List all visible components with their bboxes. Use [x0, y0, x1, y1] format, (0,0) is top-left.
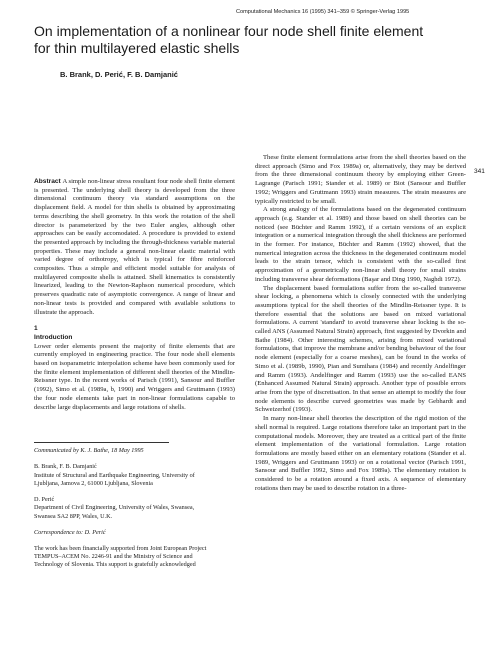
affiliation-1-names: B. Brank, F. B. Damjanić	[34, 463, 97, 471]
paragraph: A strong analogy of the formulations based on the degenerated continuum approach (e.g. Stander et al. 1989) and those based on shell theories can be noticed (see Büchter and Ramm 1992), if a certain versions of an explicit integration or a numerical integration through the shell thickness are performed in the former. For instance, Büchter and Ramm (1992) showed, that the numerical integration across the thickness in the degenerated continuum model leads to the strain tensor, which is consistent with the so-called first approximation of a geometrically non-linear shell theory for small strains including transverse shear deformations (Başar and Ding 1990, Naghdi 1972).	[255, 206, 466, 283]
intro-paragraph: Lower order elements present the majority of finite elements that are currently employed in engineering practice. The four node shell elements based on isoparametric interpolation scheme have been commonly used for the finite element implementation of different shell theories of the Mindlin-Reissner type. In the recent works of Parisch (1991), Sansour and Buffler (1992), Simo et al. (1989a, b, 1990) and Wriggers and Gruttmann (1993) the four node elements take part in non-linear formulations capable to describe large displacements and large rotations of shells.	[34, 342, 235, 411]
affiliation-2-line: Department of Civil Engineering, University of Wales, Swansea,	[34, 504, 195, 512]
correspondence-line: Correspondence to: D. Perić	[34, 528, 106, 536]
abstract-text: A simple non-linear stress resultant four node shell finite element is presented. The underlying shell theory is developed from the three dimensional continuum theory via standard assumptions on the displacement field. A model for thin shells is obtained by approximating terms describing the shell geometry. In this work the rotation of the shell director is parameterized by the two Euler angles, although other approaches can be easily accomodated. A procedure is provided to extend the presented approach by including the through-thickness variable material properties. These may include a general non-linear elastic material with varied degree of orthotropy, which is typical for fibre reinforced composites. Thus a simple and efficient model suitable for analysis of multilayered composite shells is attained. Shell kinematics is consistently linearized, leading to the Newton-Raphson numerical procedure, which preserves quadratic rate of asymptotic convergence. A range of linear and non-linear tests is provided and compared with available solutions to illustrate the approach.	[34, 178, 236, 316]
title-line-2: for thin multilayered elastic shells	[34, 40, 240, 56]
title-line-1: On implementation of a nonlinear four node shell finite element	[34, 23, 424, 39]
abstract-label: Abstract	[34, 178, 61, 185]
right-column	[255, 154, 466, 493]
paragraph: In many non-linear shell theories the description of the rigid motion of the shell normal is required. Large rotations therefore take an important part in the computational models. Moreover, they are treated as a critical part of the finite element implementation of the variational formulation. Large rotation formulations are mostly based either on an elementary rotations (Stander et al. 1989, Wriggers and Gruttmann 1993) or on a rotational vector (Parisch 1991, Sansour and Buffler 1992, Simo and Fox 1989a). The elementary rotation is considered to be a rotation around a fixed axis. A sequence of elementary rotations then may be used to describe rotation in a three-	[255, 415, 466, 492]
footnote-divider	[34, 442, 169, 443]
funding-line: Technology of Slovenia. This support is gratefully acknowledged	[34, 561, 196, 569]
paragraph: These finite element formulations arise from the shell theories based on the direct approach (Simo and Fox 1989a) or, alternatively, they may be derived from the three dimensional continuum theory by employing either Green-Lagrange (Parisch 1991; Stander et al. 1989) or Biot (Sansour and Buffler 1992; Wriggers and Gruttmann 1993) strain measures. The strain measures are typically restricted to be small.	[255, 154, 466, 205]
author-list: B. Brank, D. Perić, F. B. Damjanić	[60, 70, 178, 79]
abstract	[34, 178, 235, 317]
paragraph: The displacement based formulations suffer from the so-called transverse shear locking, a phenomena which is closely connected with the underlying assumptions typical for the shell theories of the Mindlin-Reissner type. It is therefore essential that the solutions are based on mixed variational formulations. A current 'standard' to avoid transverse shear locking is the so-called ANS (Assumed Natural Strain) approach, first suggested by Dvorkin and Bathe (1984). Other interesting schemes, arising from mixed variational formulations, that improve the membrane and/or bending behaviour of the four node element (especially for a coarse meshes), can be found in the works of Simo et al. (1989b, 1990), Pian and Sumihara (1984) and recently Andelfinger and Ramm (1993). Andelfinger and Ramm (1993) use the so-called EANS (Enhanced Assumed Natural Strain) approach. Another type of possible errors arise from the type of discretisation. In that sense an attempt to modify the four node elements to describe curved geometries was made by Gebhardt and Schweizerhof (1993).	[255, 284, 466, 414]
left-column	[34, 178, 235, 570]
affiliation-1-line: Ljubljana, Jamova 2, 61000 Ljubljana, Slovenia	[34, 479, 153, 487]
section-number: 1	[34, 325, 38, 333]
affiliation-2-names: D. Perić	[34, 496, 55, 504]
funding-line: TEMPUS–ACEM No. 2246-91 and the Ministry of Science and	[34, 553, 193, 561]
page-number: 341	[474, 168, 485, 175]
communicated-line: Communicated by K. J. Bathe, 18 May 1995	[34, 447, 144, 455]
journal-header: Computational Mechanics 16 (1995) 341–359 © Springer-Verlag 1995	[236, 9, 410, 15]
affiliation-2-line: Swansea SA2 8PP, Wales, U.K.	[34, 512, 113, 520]
affiliation-1-line: Institute of Structural and Earthquake Engineering, University of	[34, 471, 195, 479]
paper-title	[34, 23, 474, 57]
footnotes	[34, 447, 235, 569]
section-title: Introduction	[34, 333, 73, 341]
funding-line: The work has been financially supported from Joint European Project	[34, 544, 207, 552]
